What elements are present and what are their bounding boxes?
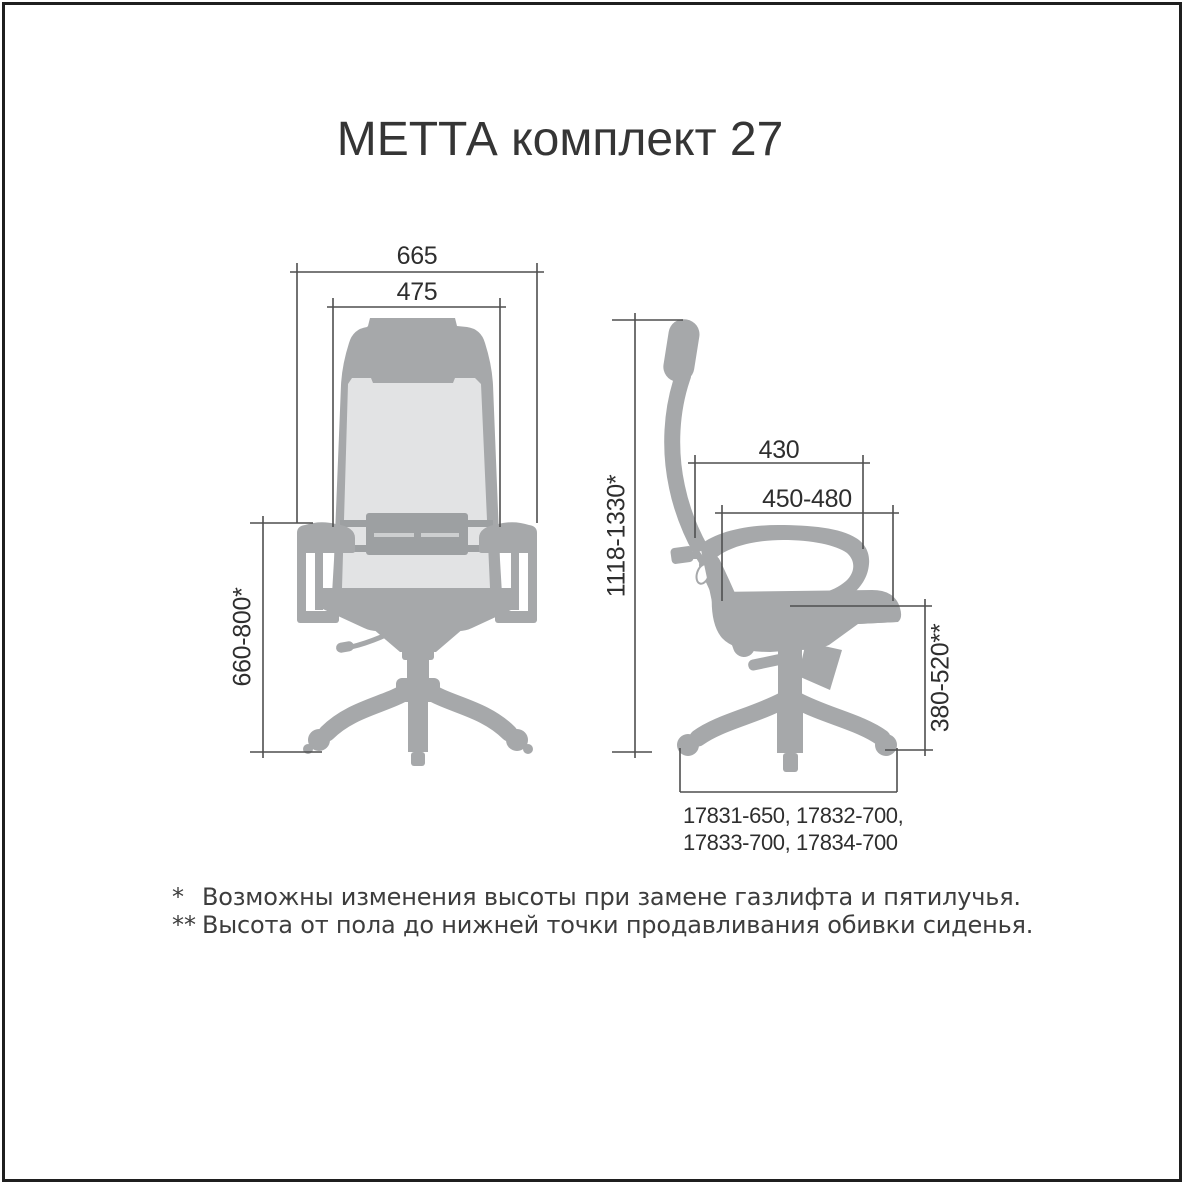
front-center-leg <box>408 694 428 752</box>
side-center-foot <box>783 753 798 772</box>
footnote-2-text: Высота от пола до нижней точки продавливания обивки сиденья. <box>202 911 1034 939</box>
front-armrest-outer-left <box>297 548 306 618</box>
front-armrest-outer-right <box>528 548 537 618</box>
side-base-arm-right <box>796 700 882 738</box>
footnote-1-text: Возможны изменения высоты при замене газлифта и пятилучья. <box>202 883 1021 911</box>
front-center-foot <box>411 752 425 766</box>
footnote-2-marker: ** <box>172 911 196 939</box>
footnote-2 <box>172 911 1033 939</box>
front-caster-right-nub <box>523 744 533 754</box>
side-view-drawing <box>661 317 901 772</box>
dim-label-seat-height: 380-520** <box>926 623 955 733</box>
front-lumbar-dash-right <box>421 533 459 537</box>
dim-label-overall-width: 665 <box>396 242 438 270</box>
dim-label-overall-height: 1118-1330* <box>602 474 631 598</box>
base-models-line1: 17831-650, 17832-700, <box>683 803 904 828</box>
side-mechanism-block <box>798 642 842 690</box>
side-base-arm-left <box>698 700 784 738</box>
dim-label-seat-depth: 450-480 <box>762 485 852 513</box>
side-headrest <box>661 317 701 384</box>
footnote-1-marker: * <box>172 883 184 911</box>
base-models-line2: 17833-700, 17834-700 <box>683 830 898 855</box>
front-tension-lever <box>351 634 388 647</box>
front-gaslift-collar <box>402 644 434 660</box>
diagram-title: МЕТТА комплект 27 <box>336 113 784 166</box>
front-lever-handle <box>335 641 354 654</box>
side-caster-front <box>875 734 897 756</box>
footnote-1 <box>172 883 1033 911</box>
front-lumbar-dash-left <box>374 533 414 537</box>
dim-label-armrest-height: 660-800* <box>228 587 257 687</box>
side-backrest-column <box>672 376 712 568</box>
dim-label-backrest-depth: 430 <box>758 436 800 464</box>
dim-label-backrest-width: 475 <box>396 278 438 306</box>
front-backrest-mesh <box>342 378 490 588</box>
front-base-arm-left <box>327 690 409 733</box>
front-base-arm-right <box>427 690 509 733</box>
side-seat-front-lip <box>858 608 901 624</box>
side-knob <box>670 546 694 565</box>
side-center-leg <box>777 700 803 753</box>
front-seat <box>318 588 518 631</box>
footnotes <box>172 883 1033 939</box>
